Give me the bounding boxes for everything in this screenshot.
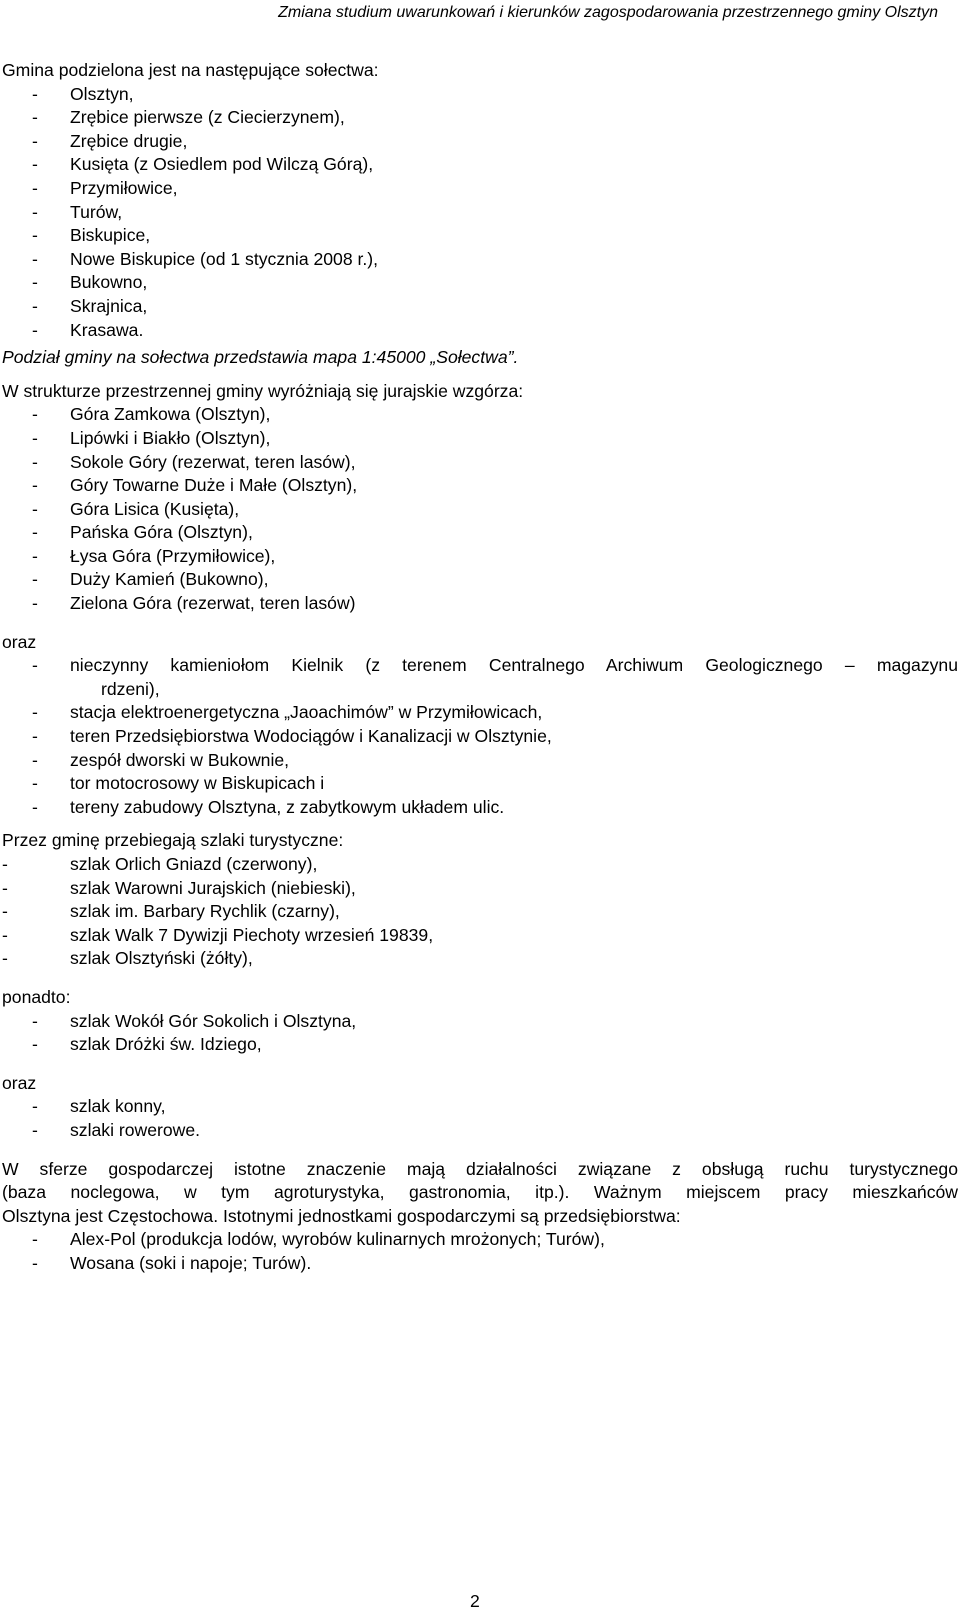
- list-item: - szlak Walk 7 Dywizji Piechoty wrzesień 19839,: [0, 924, 960, 948]
- list-marker: -: [32, 1229, 38, 1250]
- obiekty-list: [0, 654, 960, 819]
- document-body: [0, 59, 960, 1276]
- list-marker: -: [32, 404, 38, 425]
- list-item: - Zrębice pierwsze (z Ciecierzynem),: [0, 106, 960, 130]
- solectwa-intro: Gmina podzielona jest na następujące sołectwa:: [2, 60, 379, 80]
- list-item: - Skrajnica,: [0, 295, 960, 319]
- list-item-continuation: rdzeni),: [101, 678, 160, 699]
- list-item: - Góry Towarne Duże i Małe (Olsztyn),: [0, 474, 960, 498]
- list-item: - zespół dworski w Bukownie,: [0, 749, 960, 773]
- list-marker: -: [32, 569, 38, 590]
- list-item: - Zielona Góra (rezerwat, teren lasów): [0, 592, 960, 616]
- list-item: - Turów,: [0, 201, 960, 225]
- list-item: - Olsztyn,: [0, 83, 960, 107]
- list-item: - szlak im. Barbary Rychlik (czarny),: [0, 900, 960, 924]
- list-marker: -: [32, 225, 38, 246]
- list-marker: -: [32, 749, 38, 770]
- szlaki-intro: Przez gminę przebiegają szlaki turystyczne:: [2, 830, 344, 851]
- section-oraz-szlaki: [0, 1072, 960, 1143]
- list-item: - szlaki rowerowe.: [0, 1119, 960, 1143]
- list-item: - szlak Orlich Gniazd (czerwony),: [0, 853, 960, 877]
- list-marker: -: [32, 498, 38, 519]
- list-marker: -: [32, 107, 38, 128]
- list-marker: -: [32, 83, 38, 104]
- list-marker: -: [32, 545, 38, 566]
- list-item: - Nowe Biskupice (od 1 stycznia 2008 r.),: [0, 248, 960, 272]
- section-ponadto: [0, 986, 960, 1057]
- list-marker: -: [32, 177, 38, 198]
- list-item: - Góra Lisica (Kusięta),: [0, 498, 960, 522]
- gospodarka-line-3: Olsztyna jest Częstochowa. Istotnymi jednostkami gospodarczymi są przedsiębiorstwa:: [2, 1205, 681, 1226]
- list-marker: -: [2, 877, 8, 898]
- list-item: - szlak Olsztyński (żółty),: [0, 947, 960, 971]
- list-item: - Kusięta (z Osiedlem pod Wilczą Górą),: [0, 153, 960, 177]
- list-marker: -: [32, 1096, 38, 1117]
- section-szlaki: [0, 829, 960, 971]
- wzgorza-list: [0, 403, 960, 615]
- section-wzgorza: [0, 380, 960, 616]
- list-marker: -: [32, 1252, 38, 1273]
- list-item: - Alex-Pol (produkcja lodów, wyrobów kulinarnych mrożonych; Turów),: [0, 1228, 960, 1252]
- list-marker: -: [32, 773, 38, 794]
- list-marker: -: [32, 272, 38, 293]
- list-marker: -: [32, 726, 38, 747]
- list-item: - Biskupice,: [0, 224, 960, 248]
- list-marker: -: [32, 154, 38, 175]
- list-item: - teren Przedsiębiorstwa Wodociągów i Kanalizacji w Olsztynie,: [0, 725, 960, 749]
- list-item: - tereny zabudowy Olsztyna, z zabytkowym układem ulic.: [0, 796, 960, 820]
- list-item: - szlak Dróżki św. Idziego,: [0, 1033, 960, 1057]
- list-marker: -: [32, 1010, 38, 1031]
- gospodarka-line-1: W sferze gospodarczej istotne znaczenie mają działalności związane z obsługą ruchu turystycznego: [2, 1158, 958, 1179]
- section-solectwa: [0, 59, 960, 370]
- section-gospodarka: [0, 1158, 960, 1276]
- szlaki-list: [0, 853, 960, 971]
- list-marker: -: [2, 901, 8, 922]
- list-item: - szlak Wokół Gór Sokolich i Olsztyna,: [0, 1010, 960, 1034]
- page-number: 2: [470, 1591, 480, 1611]
- list-item: - Góra Zamkowa (Olsztyn),: [0, 403, 960, 427]
- list-item: - stacja elektroenergetyczna „Jaoachimów” w Przymiłowicach,: [0, 701, 960, 725]
- list-marker: -: [32, 248, 38, 269]
- list-item: - Sokole Góry (rezerwat, teren lasów),: [0, 451, 960, 475]
- list-marker: -: [2, 854, 8, 874]
- gospodarka-line-2: (baza noclegowa, w tym agroturystyka, gastronomia, itp.). Ważnym miejscem pracy mieszkańców: [2, 1182, 958, 1203]
- list-marker: -: [32, 427, 38, 448]
- solectwa-list: [0, 83, 960, 343]
- list-item: - Duży Kamień (Bukowno),: [0, 568, 960, 592]
- przedsiebiorstwa-list: [0, 1228, 960, 1275]
- oraz-intro: oraz: [2, 1072, 37, 1093]
- list-marker: -: [32, 451, 38, 472]
- list-marker: -: [32, 1119, 38, 1140]
- list-marker: -: [32, 475, 38, 496]
- list-marker: -: [32, 1034, 38, 1055]
- map-reference-note: Podział gminy na sołectwa przedstawia mapa 1:45000 „Sołectwa”.: [2, 347, 519, 368]
- list-marker: -: [2, 948, 8, 969]
- list-item: - Łysa Góra (Przymiłowice),: [0, 545, 960, 569]
- list-item: - Przymiłowice,: [0, 177, 960, 201]
- ponadto-intro: ponadto:: [2, 986, 71, 1007]
- list-item: - Wosana (soki i napoje; Turów).: [0, 1252, 960, 1276]
- list-marker: -: [32, 593, 38, 614]
- list-item: - Zrębice drugie,: [0, 130, 960, 154]
- list-marker: -: [32, 130, 38, 151]
- list-item: - Bukowno,: [0, 271, 960, 295]
- list-item: - szlak Warowni Jurajskich (niebieski),: [0, 877, 960, 901]
- list-item: - szlak konny,: [0, 1095, 960, 1119]
- obiekty-intro: oraz: [2, 631, 37, 652]
- list-marker: -: [32, 796, 38, 817]
- list-item: - Krasawa.: [0, 319, 960, 343]
- list-marker: -: [32, 295, 38, 316]
- list-item: - nieczynny kamieniołom Kielnik (z terenem Centralnego Archiwum Geologicznego – magazynu: [0, 654, 960, 678]
- oraz-list: [0, 1095, 960, 1142]
- ponadto-list: [0, 1010, 960, 1057]
- section-obiekty: [0, 631, 960, 820]
- wzgorza-intro: W strukturze przestrzennej gminy wyróżniają się jurajskie wzgórza:: [2, 380, 524, 401]
- list-marker: -: [32, 655, 38, 676]
- list-marker: -: [32, 201, 38, 222]
- list-item: - Pańska Góra (Olsztyn),: [0, 521, 960, 545]
- running-header: Zmiana studium uwarunkowań i kierunków zagospodarowania przestrzennego gminy Olsztyn: [278, 4, 938, 21]
- list-item: - tor motocrosowy w Biskupicach i: [0, 772, 960, 796]
- list-marker: -: [32, 522, 38, 543]
- list-item: - Lipówki i Biakło (Olsztyn),: [0, 427, 960, 451]
- list-marker: -: [2, 924, 8, 945]
- list-marker: -: [32, 319, 38, 340]
- list-marker: -: [32, 702, 38, 723]
